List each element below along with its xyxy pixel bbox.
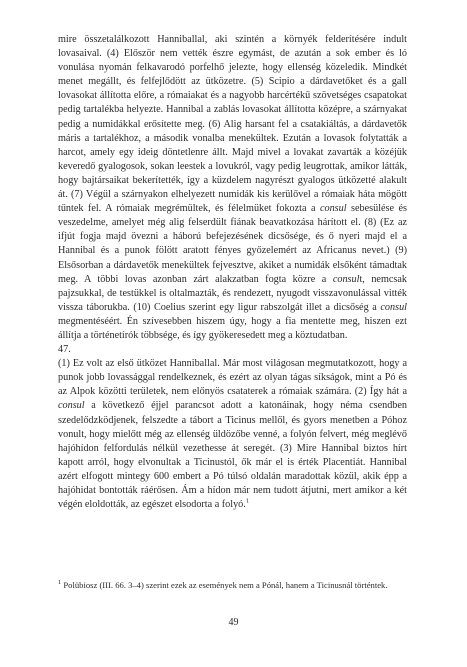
footnotes (58, 570, 407, 599)
text-run: sebesülése és veszedelme, amelyet még alig felserdült fiának beavatkozása hárított el. (8) (Ez az ifjút fogja majd övezni a háború befejezésének dicsősége, és ő nyeri majd el a Hannibal és a punok fölött aratott fényes győzelemért az Africanus nevet.) (9) Elsősorban a dárdavetők menekültek fejvesztve, akiket a numidák elsőként támadtak meg. A többi lovas azonban zárt alakzatban fogta közre a (58, 203, 407, 285)
italic-term: consul (332, 273, 360, 285)
footnote-ref[interactable]: 1 (245, 497, 250, 505)
text-run: a következő éjjel parancsot adott a katonáinak, hogy néma csendben szedelődzködjenek, felszedte a tábort a Ticinus mellől, és gyors menetben a Póhoz vonult, hogy mielőtt még az ellenség üldözőbe venné, a folyón felvert, még meglévő hajóhídon felfordulás nélkül vezethesse át seregét. (3) Mire Hannibal biztos hírt kapott arról, hogy elvonultak a Ticinustól, ők már el is érték Placentiát. Hannibal azért elfogott mintegy 600 embert a Pó túlsó oldalán maradottak közül, akik épp a hajóhidat bontották ráérősen. Ám a hídon már nem tudott átjutni, mert amikor a két végén eloldották, az egészet elsodorta a folyó. (58, 400, 407, 511)
footnote-text: Polübiosz (III. 66. 3–4) szerint ezek az események nem a Pónál, hanem a Ticinusnál történtek. (61, 579, 388, 590)
paragraph-46-continued (58, 33, 407, 343)
footnote-marker: 1 (58, 578, 62, 586)
italic-term: consul (380, 301, 407, 313)
text-run: megmentéséért. Én szívesebben hiszem úgy, hogy a fia mentette meg, hiszen ezt állítja a történetírók többsége, és így gyökeresedett meg a köztudatban. (58, 315, 407, 341)
page-number: 49 (228, 617, 239, 628)
section-number: 47. (58, 344, 71, 356)
paragraph-47 (58, 357, 407, 512)
text-run: (1) Ez volt az első ütközet Hanniballal. Már most világosan megmutatkozott, hogy a punok jobb lovassággal rendelkeznek, és ezért az olyan tágas síkságok, mint a Pó és az Alpok közötti területek, nem előnyös csataterek a rómaiak számára. (2) Így hát a (58, 358, 407, 398)
text-run: mire összetalálkozott Hanniballal, aki szintén a környék felderítésére indult lovasaival. (4) Először nem vették észre egymást, de azután a sok ember és ló vonulása nyomán felkavarodó porfelhő jelezte, hogy ellenség közeledik. Mindkét menet megállt, és felfejlődött az ütközetre. (5) Scipio a dárdavetőket és a gall lovasokat állította előre, a rómaiakat és a nagyobb harcértékű szövetséges csapatokat pedig tartalékba helyezte. Hannibal a zablás lovasokat állította középre, a szárnyakat pedig a numidákkal erősítette meg. (6) Alig harsant fel a csatakiáltás, a dárdavetők máris a tartalékhoz, a második vonalba menekültek. Ezután a lovasok folytatták a harcot, amely egy ideig döntetlenre állt. Majd mivel a lovakat zavarták a közéjük keveredő gyalogosok, sokan leestek a lovukról, vagy pedig leugrottak, amikor látták, hogy bajtársaikat bekerítették, így a küzdelem nagyrészt gyalogos ütközetté alakult át. (7) Végül a szárnyakon elhelyezett numidák kis kerülővel a rómaiak háta mögött tűntek fel. A rómaiak megrémültek, és félelmüket fokozta a (58, 34, 407, 215)
italic-term: consul (58, 400, 85, 412)
text-run: t, nemcsak pajzsukkal, de testükkel is oltalmazták, és rendezett, nyugodt visszavonulással vitték vissza táborukba. (10) Coelius szerint egy ligur rabszolgát illet a dicsőség a (58, 273, 407, 313)
italic-term: consul (319, 203, 347, 215)
footnote-1 (58, 579, 407, 591)
main-text (58, 33, 407, 512)
